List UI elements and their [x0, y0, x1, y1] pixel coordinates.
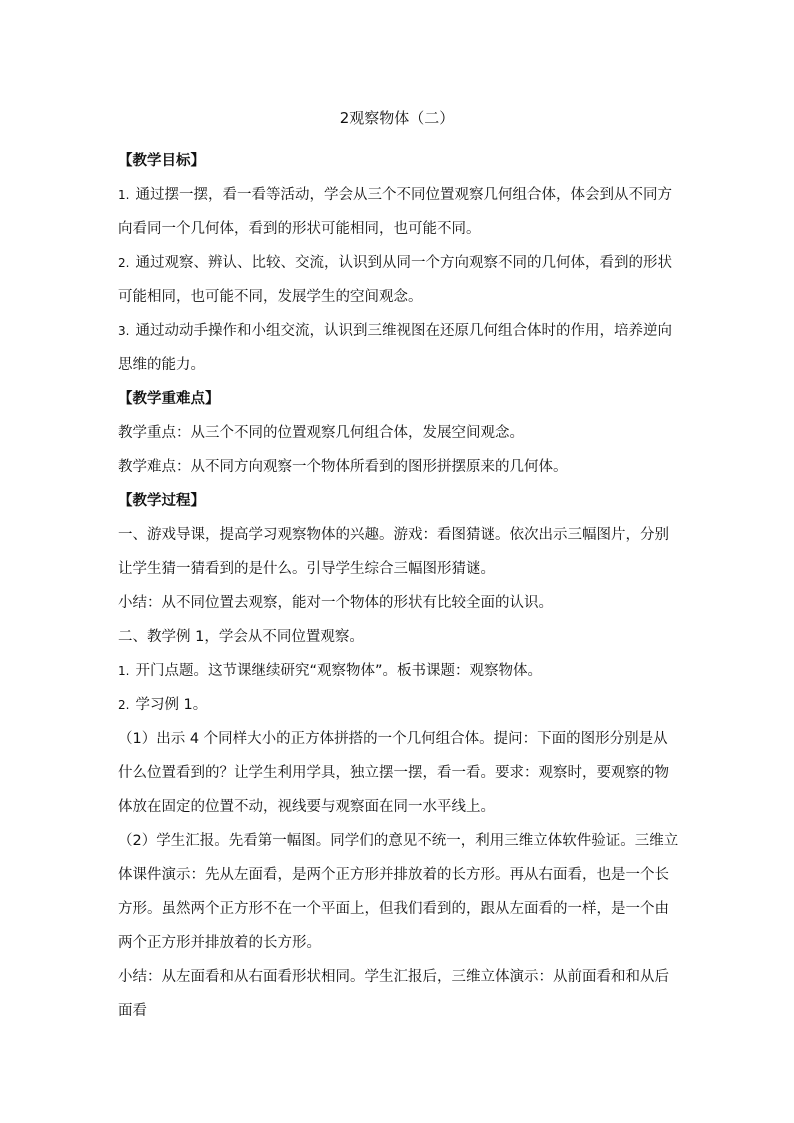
process-item-2	[118, 688, 680, 722]
sub-item-2: （2）学生汇报。先看第一幅图。同学们的意见不统一，利用三维立体软件验证。三维立体课件演示：先从左面看，是两个正方形并排放着的长方形。再从右面看，也是一个长方形。虽然两个正方形不在一个平面上，但我们看到的，跟从左面看的一样，是一个由两个正方形并排放着的长方形。	[118, 833, 679, 951]
item-number-2: 2.	[118, 698, 130, 712]
document-body	[118, 144, 680, 1028]
goal-item-1	[118, 178, 680, 246]
goal-item-2	[118, 246, 680, 314]
goal-text-1: 通过摆一摆，看一看等活动，学会从三个不同位置观察几何组合体，体会到从不同方向看同一个几何体，看到的形状可能相同，也可能不同。	[118, 187, 672, 237]
goal-number-3: 3.	[118, 324, 130, 338]
process-item-1	[118, 654, 680, 688]
key-point: 教学重点：从三个不同的位置观察几何组合体，发展空间观念。	[118, 425, 524, 441]
summary-1: 小结：从不同位置去观察，能对一个物体的形状有比较全面的认识。	[118, 595, 553, 611]
summary-2: 小结：从左面看和从右面看形状相同。学生汇报后，三维立体演示：从前面看和和从后面看	[118, 969, 669, 1019]
section-heading-goals: 【教学目标】	[118, 153, 205, 169]
section-heading-keypoints: 【教学重难点】	[118, 391, 220, 407]
goal-number-2: 2.	[118, 256, 130, 270]
goal-item-3	[118, 314, 680, 382]
goal-text-2: 通过观察、辨认、比较、交流，认识到从同一个方向观察不同的几何体，看到的形状可能相同，也可能不同，发展学生的空间观念。	[118, 255, 672, 305]
section-heading-process: 【教学过程】	[118, 493, 205, 509]
process-step-1: 一、游戏导课，提高学习观察物体的兴趣。游戏：看图猜谜。依次出示三幅图片，分别让学生猜一猜看到的是什么。引导学生综合三幅图形猜谜。	[118, 527, 669, 577]
item-number-1: 1.	[118, 664, 130, 678]
goal-number-1: 1.	[118, 188, 130, 202]
sub-item-1: （1）出示 4 个同样大小的正方体拼搭的一个几何组合体。提问：下面的图形分别是从什么位置看到的？让学生利用学具，独立摆一摆，看一看。要求：观察时，要观察的物体放在固定的位置不动，视线要与观察面在同一水平线上。	[118, 731, 669, 815]
difficult-point: 教学难点：从不同方向观察一个物体所看到的图形拼摆原来的几何体。	[118, 459, 568, 475]
page-title: 2观察物体（二）	[339, 109, 455, 127]
goal-text-3: 通过动动手操作和小组交流，认识到三维视图在还原几何组合体时的作用，培养逆向思维的能力。	[118, 323, 672, 373]
process-step-2: 二、教学例 1，学会从不同位置观察。	[118, 629, 364, 645]
item-text-1: 开门点题。这节课继续研究“观察物体”。板书课题：观察物体。	[135, 663, 542, 679]
item-text-2: 学习例 1。	[135, 697, 208, 713]
